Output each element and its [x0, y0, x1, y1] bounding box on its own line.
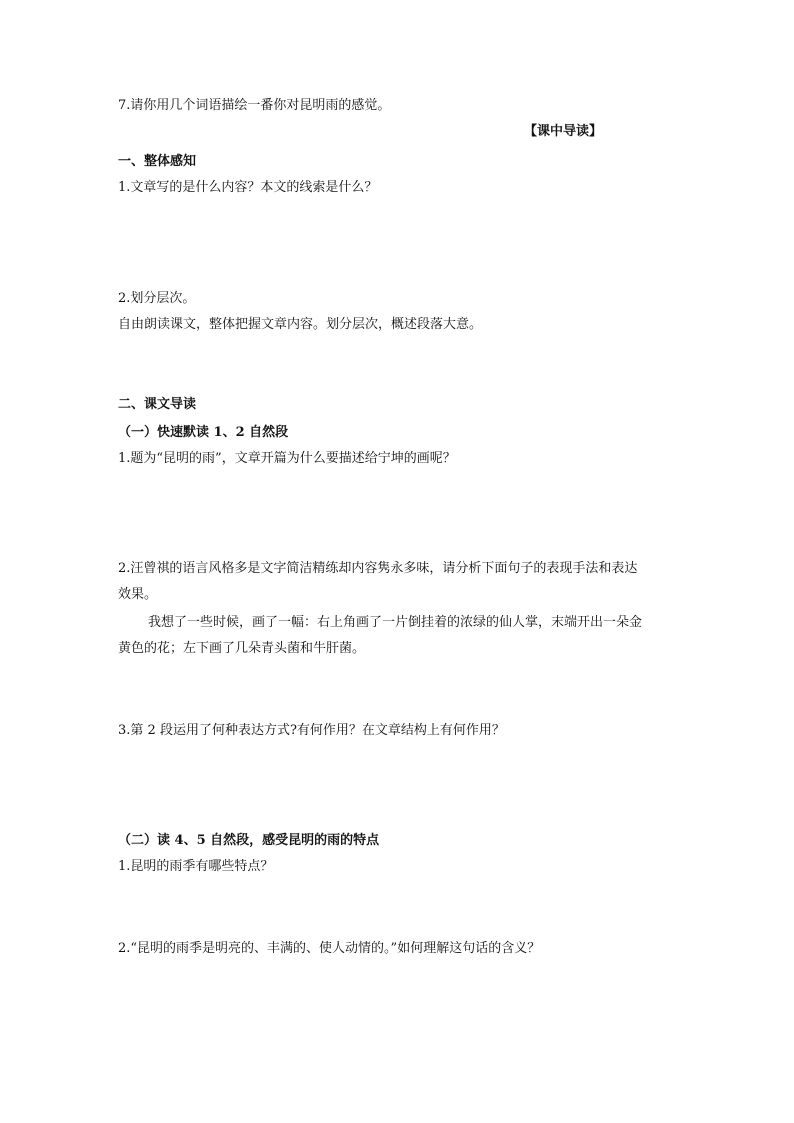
- part2-sub1-question-2-line2: 效果。: [118, 587, 158, 602]
- part1-question-2-instruction: 自由朗读课文，整体把握文章内容。划分层次，概述段落大意。: [118, 317, 483, 332]
- part1-heading: 一、整体感知: [118, 154, 197, 169]
- part2-heading: 二、课文导读: [118, 397, 197, 412]
- part2-sub1-question-1: 1.题为“昆明的雨”，文章开篇为什么要描述给宁坤的画呢？: [118, 451, 456, 466]
- part2-sub2-question-2: 2.“昆明的雨季是明亮的、丰满的、使人动情的。”如何理解这句话的含义？: [118, 941, 541, 956]
- quoted-passage-line1: 我想了一些时候，画了一幅：右上角画了一片倒挂着的浓绿的仙人掌，末端开出一朵金: [148, 615, 643, 630]
- part2-sub1-question-2-line1: 2.汪曾祺的语言风格多是文字简洁精练却内容隽永多味，请分析下面句子的表现手法和表达: [118, 561, 638, 576]
- section-title: 【课中导读】: [524, 124, 603, 139]
- part2-sub1-question-3: 3.第 2 段运用了何种表达方式?有何作用？在文章结构上有何作用？: [118, 723, 505, 738]
- part1-question-2: 2.划分层次。: [118, 291, 196, 306]
- part1-question-1: 1.文章写的是什么内容？本文的线索是什么？: [118, 180, 378, 195]
- question-7: 7.请你用几个词语描绘一番你对昆明雨的感觉。: [118, 98, 391, 113]
- part2-sub2-question-1: 1.昆明的雨季有哪些特点？: [118, 859, 274, 874]
- part2-sub1-heading: （一）快速默读 1、2 自然段: [118, 425, 289, 440]
- quoted-passage-line2: 黄色的花；左下画了几朵青头菌和牛肝菌。: [118, 641, 366, 656]
- part2-sub2-heading: （二）读 4、5 自然段，感受昆明的雨的特点: [118, 833, 380, 848]
